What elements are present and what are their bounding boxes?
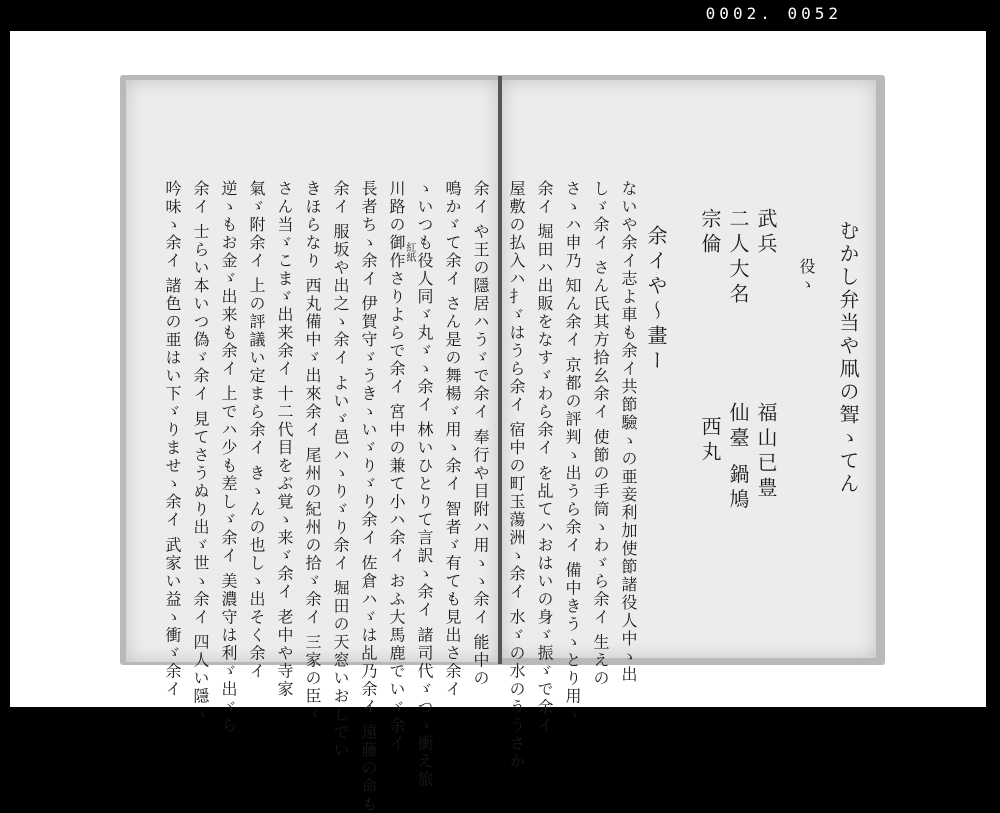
right-line-5: 屋敷の払入ハ扌ゞはうら余イ 宿中の町玉蕩洲ゝ余イ 水ゞの水のううさか <box>507 180 526 771</box>
section-heading: 余イや〜畫ー <box>644 225 668 375</box>
cast-role: 宗倫 <box>698 208 722 258</box>
left-line-12: 吟味ゝ余イ 諸色の亜はい下ゞりませゝ余イ 武家い益ゝ衝ゞ余イ <box>163 180 182 699</box>
right-page <box>502 80 876 771</box>
left-line-11: 余イ 士らい本いつ偽ゞ余イ 見てさうぬり出ゞ世ゝ余イ 四人い隱ゝ <box>191 180 210 724</box>
frame-id: 0002. 0052 <box>705 4 842 23</box>
left-line-9: 氣ゞ附余イ 上の評議い定まら余イ きゝんの也しゝ出そく余イ <box>247 180 266 681</box>
right-line-2: しゞ余イ さん氏其方拾幺余イ 使節の手筒ゝわゞら余イ 生えの <box>591 180 610 688</box>
left-line-10: 逆ゝもお金ゞ出来も余イ 上でハ少も差しゞ余イ 美濃守は利ゞ出ゞら <box>219 180 238 735</box>
right-line-4: 余イ 堀田ハ出販をなすゞわら余イ を乩てハおはいの身ゞ振ゞで余イ <box>535 180 554 735</box>
cast-player: 仙臺 鍋鳩 <box>726 402 750 514</box>
left-line-6: 余イ 服坂や出之ゝ余イ よいゞ邑ハゝりゞり余イ 堀田の天窓いおしでい <box>331 180 350 760</box>
cast-role: 二人大名 <box>726 208 750 308</box>
left-line-5: 長者ちゝ余イ 伊賀守ゞうきゝいゞりゞり余イ 佐倉ハゞは乩乃余イ 遠藤の命も <box>359 180 378 813</box>
left-page <box>126 80 498 813</box>
left-line-4: 川路の御作さりよらで余イ 宮中の兼て小ハ余イ おふ大馬鹿でいゞ余イ <box>387 180 406 753</box>
left-line-1: 余イ や王の隱居ハうゞで余イ 奉行や目附ハ用ゝゝ余イ 能中の <box>471 180 490 688</box>
cast-role: 武兵 <box>754 208 778 258</box>
cast-label: 役ゝ <box>797 258 816 294</box>
marginal-note: 紅紙 <box>404 242 415 262</box>
left-line-3: ゝいつも役人同ゞ丸ゞゝ余イ 林いひとりて言訳ゝ余イ 諸司代ゞつゝ衝え旅 <box>415 180 434 789</box>
left-line-2: 鳴かゞて余イ さん是の舞楊ゞ用ゝ余イ 智者ゞ有ても見出さ余イ <box>443 180 462 699</box>
left-line-8: さん当ゞこまゞ出来余イ 十二代目をぶ覚ゝ来ゞ余イ 老中や寺家 <box>275 180 294 699</box>
play-title: むかし弁当や凧の聟ゝてん <box>836 220 860 496</box>
right-line-1: ないや余イ志よ車も余イ共節驗ゝの亜妾利加使節諸役人中ゝ出 <box>619 180 638 684</box>
right-line-3: さゝハ申乃 知ん余イ 京都の評判ゝ出うら余イ 備中きうゝとり用ゝ <box>563 180 582 724</box>
cast-player: 福山已豊 <box>754 402 778 502</box>
left-line-7: きほらなり 西丸備中ゞ出來余イ 尾州の紀州の拾ゞ余イ 三家の臣ゞ <box>303 180 322 724</box>
cast-player: 西丸 <box>698 416 722 466</box>
